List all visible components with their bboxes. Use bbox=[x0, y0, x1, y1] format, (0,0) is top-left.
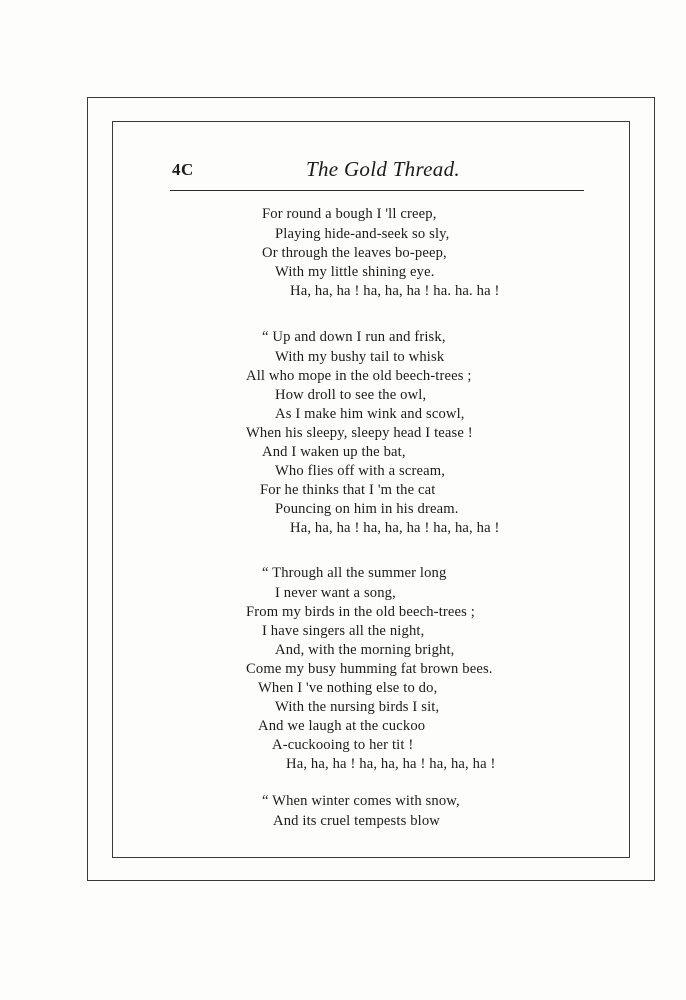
poem-line: For round a bough I 'll creep, bbox=[262, 206, 437, 222]
poem-line: With my bushy tail to whisk bbox=[275, 349, 445, 365]
poem-line: A-cuckooing to her tit ! bbox=[272, 737, 414, 753]
poem-line: Pouncing on him in his dream. bbox=[275, 501, 459, 517]
poem-line: I never want a song, bbox=[275, 585, 396, 601]
poem-line: “ Up and down I run and frisk, bbox=[262, 329, 446, 345]
poem-line: For he thinks that I 'm the cat bbox=[260, 482, 436, 498]
poem-refrain: Ha, ha, ha ! ha, ha, ha ! ha, ha, ha ! bbox=[286, 756, 496, 772]
poem-line: Or through the leaves bo-peep, bbox=[262, 245, 447, 261]
poem-refrain: Ha, ha, ha ! ha, ha, ha ! ha. ha. ha ! bbox=[290, 283, 500, 299]
poem-line: With the nursing birds I sit, bbox=[275, 699, 440, 715]
poem-line: And I waken up the bat, bbox=[262, 444, 406, 460]
poem-line: Playing hide-and-seek so sly, bbox=[275, 226, 450, 242]
poem-line: And we laugh at the cuckoo bbox=[258, 718, 426, 734]
poem-line: As I make him wink and scowl, bbox=[275, 406, 465, 422]
poem-line: I have singers all the night, bbox=[262, 623, 425, 639]
page-number: 4C bbox=[172, 160, 194, 179]
poem-refrain: Ha, ha, ha ! ha, ha, ha ! ha, ha, ha ! bbox=[290, 520, 500, 536]
poem-line: When I 've nothing else to do, bbox=[258, 680, 438, 696]
poem-line: And its cruel tempests blow bbox=[273, 813, 440, 829]
poem-line: From my birds in the old beech-trees ; bbox=[246, 604, 476, 620]
poem-line: And, with the morning bright, bbox=[275, 642, 455, 658]
poem-line: Come my busy humming fat brown bees. bbox=[246, 661, 493, 677]
poem-line: When his sleepy, sleepy head I tease ! bbox=[246, 425, 473, 441]
poem-line: How droll to see the owl, bbox=[275, 387, 427, 403]
poem-line: All who mope in the old beech-trees ; bbox=[246, 368, 472, 384]
running-title: The Gold Thread. bbox=[306, 157, 460, 181]
poem-line: “ When winter comes with snow, bbox=[262, 793, 460, 809]
poem-line: Who flies off with a scream, bbox=[275, 463, 446, 479]
header-rule bbox=[170, 190, 584, 191]
poem-line: “ Through all the summer long bbox=[262, 565, 447, 581]
poem-line: With my little shining eye. bbox=[275, 264, 435, 280]
